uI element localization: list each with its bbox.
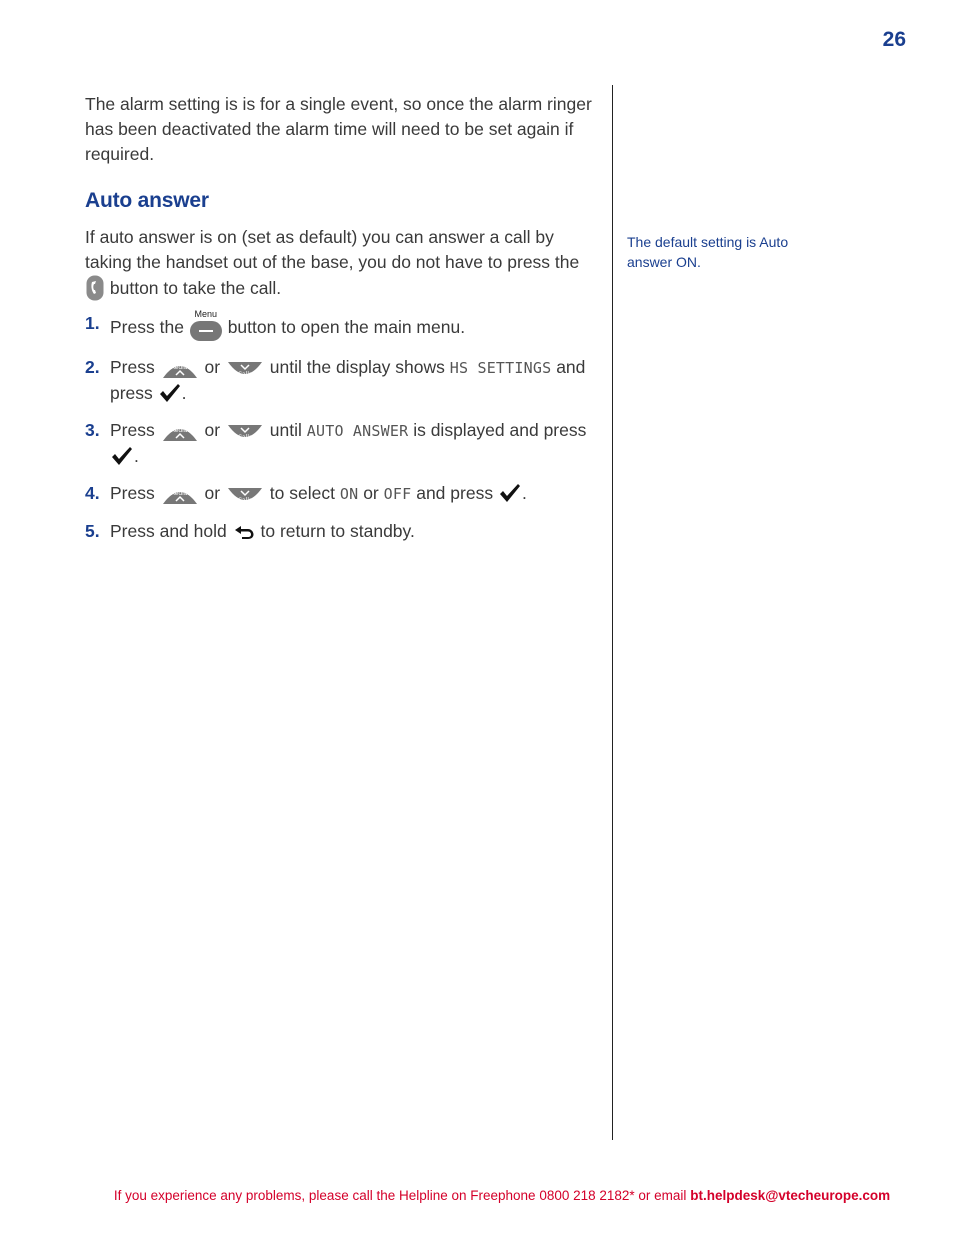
section-intro-after: button to take the call.	[109, 278, 282, 298]
step-text: is displayed and press	[413, 420, 587, 440]
redial-up-button-icon	[161, 423, 199, 443]
steps-list	[85, 311, 595, 544]
svg-text:Calls: Calls	[237, 497, 253, 504]
step-number: 5.	[85, 521, 100, 541]
step-text: .	[521, 483, 527, 503]
svg-text:Redial: Redial	[170, 490, 189, 497]
step-text: or	[204, 357, 221, 377]
back-arrow-icon	[233, 524, 255, 540]
step-number: 2.	[85, 357, 100, 377]
step-text: or	[204, 420, 221, 440]
step-3	[85, 418, 595, 469]
step-text: .	[181, 383, 187, 403]
lcd-text: HS SETTINGS	[449, 359, 552, 377]
lcd-text-off: OFF	[383, 485, 412, 503]
svg-text:Calls: Calls	[237, 371, 253, 378]
section-intro-before: If auto answer is on (set as default) you can answer a call by taking the handset out of the base, you do not have to press the	[85, 227, 580, 272]
page-number: 26	[882, 28, 906, 51]
step-4	[85, 481, 595, 507]
ok-check-icon	[499, 483, 521, 503]
redial-up-button-icon	[161, 486, 199, 506]
step-text: or	[363, 483, 379, 503]
menu-button-icon	[190, 311, 222, 343]
step-2	[85, 355, 595, 406]
lcd-text: AUTO ANSWER	[306, 422, 409, 440]
footer-email-link[interactable]: bt.helpdesk@vtecheurope.com	[690, 1188, 891, 1203]
step-text: to select	[269, 483, 335, 503]
svg-text:Calls: Calls	[237, 434, 253, 441]
step-text: or	[204, 483, 221, 503]
side-note: The default setting is Auto answer ON.	[627, 234, 789, 270]
step-text: Press	[110, 420, 155, 440]
column-divider	[612, 85, 613, 1140]
step-number: 3.	[85, 420, 100, 440]
step-number: 4.	[85, 483, 100, 503]
svg-text:Redial: Redial	[170, 364, 189, 371]
step-text: to return to standby.	[260, 521, 415, 541]
step-text: Press the	[110, 317, 184, 337]
step-1	[85, 311, 595, 343]
step-number: 1.	[85, 313, 100, 333]
step-text: Press	[110, 357, 155, 377]
step-text: button to open the main menu.	[227, 317, 466, 337]
talk-button-icon	[86, 275, 104, 301]
step-text: until	[269, 420, 302, 440]
step-text: until the display shows	[269, 357, 445, 377]
step-5	[85, 519, 595, 544]
intro-paragraph: The alarm setting is is for a single event, so once the alarm ringer has been deactivated the alarm time will need to be set again if required.	[85, 94, 592, 164]
main-column	[85, 92, 595, 556]
lcd-text-on: ON	[339, 485, 359, 503]
section-intro	[85, 225, 595, 301]
step-text: Press and hold	[110, 521, 227, 541]
step-text: .	[134, 446, 139, 466]
calls-down-button-icon	[226, 486, 264, 506]
footer-text: If you experience any problems, please call the Helpline on Freephone 0800 218 2182* or email	[113, 1188, 687, 1203]
calls-down-button-icon	[226, 360, 264, 380]
redial-up-button-icon	[161, 360, 199, 380]
svg-text:Redial: Redial	[170, 427, 189, 434]
footer-helpline	[0, 1188, 954, 1203]
calls-down-button-icon	[226, 423, 264, 443]
step-text: and press	[416, 483, 494, 503]
ok-check-icon	[111, 446, 133, 466]
menu-key-caption: Menu	[194, 309, 218, 319]
step-text: and press	[110, 357, 586, 403]
section-title: Auto answer	[85, 189, 209, 212]
ok-check-icon	[159, 383, 181, 403]
step-text: Press	[110, 483, 155, 503]
